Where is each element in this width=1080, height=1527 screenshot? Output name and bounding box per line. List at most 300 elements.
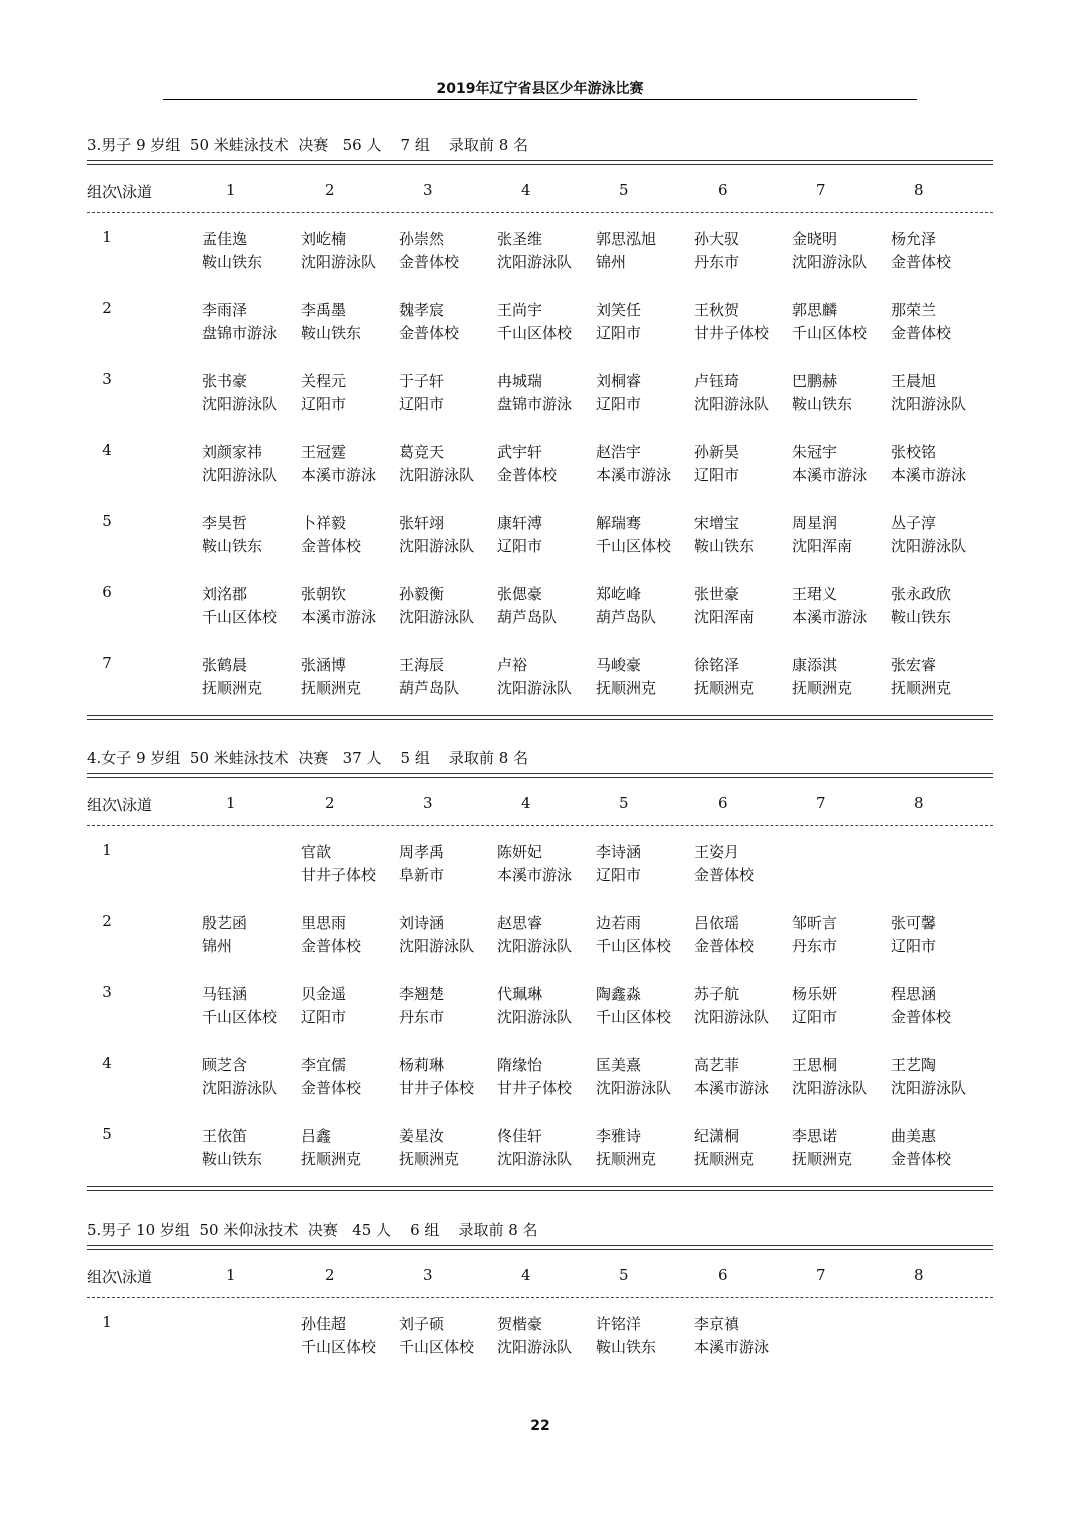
team-name: 金普体校 — [399, 324, 460, 342]
swimmer-entry — [891, 654, 951, 700]
lane-number-header: 4 — [521, 794, 531, 812]
swimmer-name: 吕依瑶 — [694, 914, 740, 932]
swimmer-entry — [497, 299, 572, 345]
swimmer-entry — [596, 299, 641, 345]
swimmer-entry — [891, 1125, 951, 1171]
swimmer-entry — [301, 654, 361, 700]
swimmer-entry — [301, 512, 361, 558]
swimmer-entry — [694, 1125, 754, 1171]
swimmer-entry — [891, 583, 951, 629]
swimmer-name: 邹昕言 — [792, 914, 838, 932]
swimmer-name: 张可馨 — [891, 914, 937, 932]
swimmer-name: 许铭洋 — [596, 1315, 642, 1333]
group-number: 6 — [102, 583, 112, 601]
team-name: 千山区体校 — [792, 324, 868, 342]
swimmer-name: 程思涵 — [891, 985, 937, 1003]
double-rule — [87, 1186, 993, 1191]
team-name: 沈阳游泳队 — [497, 1338, 573, 1356]
team-name: 本溪市游泳 — [596, 466, 672, 484]
team-name: 本溪市游泳 — [694, 1338, 770, 1356]
team-name: 抚顺洲克 — [792, 679, 853, 697]
team-name: 沈阳浑南 — [792, 537, 853, 555]
team-name: 沈阳游泳队 — [301, 253, 377, 271]
team-name: 千山区体校 — [596, 537, 672, 555]
swimmer-entry — [792, 912, 837, 958]
team-name: 千山区体校 — [202, 1008, 278, 1026]
team-name: 辽阳市 — [596, 324, 642, 342]
swimmer-entry — [792, 583, 867, 629]
team-name: 千山区体校 — [596, 1008, 672, 1026]
swimmer-entry — [202, 512, 262, 558]
group-number: 5 — [102, 1125, 112, 1143]
swimmer-name: 张世豪 — [694, 585, 740, 603]
lane-number-header: 7 — [816, 1266, 826, 1284]
team-name: 阜新市 — [399, 866, 445, 884]
group-number: 3 — [102, 983, 112, 1001]
swimmer-name: 卢钰琦 — [694, 372, 740, 390]
team-name: 金普体校 — [497, 466, 558, 484]
swimmer-entry — [497, 654, 572, 700]
swimmer-entry — [497, 1313, 572, 1359]
swimmer-name: 顾芝含 — [202, 1056, 248, 1074]
team-name: 甘井子体校 — [497, 1079, 573, 1097]
swimmer-name: 李昊哲 — [202, 514, 248, 532]
swimmer-name: 杨允泽 — [891, 230, 937, 248]
team-name: 金普体校 — [891, 324, 952, 342]
team-name: 金普体校 — [891, 1008, 952, 1026]
swimmer-name: 周孝禹 — [399, 843, 445, 861]
team-name: 丹东市 — [694, 253, 740, 271]
swimmer-name: 张书豪 — [202, 372, 248, 390]
swimmer-entry — [301, 299, 361, 345]
swimmer-entry — [301, 370, 346, 416]
swimmer-entry — [694, 912, 754, 958]
swimmer-name: 李诗涵 — [596, 843, 642, 861]
swimmer-name: 张涵博 — [301, 656, 347, 674]
team-name: 甘井子体校 — [399, 1079, 475, 1097]
swimmer-entry — [497, 512, 542, 558]
team-name: 沈阳浑南 — [694, 608, 755, 626]
swimmer-name: 王冠霆 — [301, 443, 347, 461]
swimmer-entry — [891, 512, 966, 558]
team-name: 盘锦市游泳 — [202, 324, 278, 342]
double-rule — [87, 160, 993, 165]
swimmer-name: 张偲豪 — [497, 585, 543, 603]
swimmer-name: 孙新昊 — [694, 443, 740, 461]
swimmer-name: 官歆 — [301, 843, 332, 861]
team-name: 沈阳游泳队 — [399, 537, 475, 555]
group-number: 2 — [102, 912, 112, 930]
swimmer-entry — [891, 912, 936, 958]
swimmer-name: 魏孝宸 — [399, 301, 445, 319]
group-lane-header: 组次\泳道 — [87, 796, 153, 814]
swimmer-entry — [596, 841, 641, 887]
swimmer-entry — [301, 983, 346, 1029]
team-name: 抚顺洲克 — [399, 1150, 460, 1168]
team-name: 抚顺洲克 — [301, 1150, 362, 1168]
team-name: 甘井子体校 — [301, 866, 377, 884]
team-name: 鞍山铁东 — [301, 324, 362, 342]
swimmer-entry — [399, 441, 474, 487]
swimmer-entry — [301, 1313, 376, 1359]
team-name: 辽阳市 — [792, 1008, 838, 1026]
swimmer-entry — [497, 841, 572, 887]
team-name: 抚顺洲克 — [301, 679, 362, 697]
swimmer-entry — [792, 983, 837, 1029]
team-name: 金普体校 — [301, 537, 362, 555]
team-name: 抚顺洲克 — [596, 1150, 657, 1168]
team-name: 抚顺洲克 — [596, 679, 657, 697]
group-number: 3 — [102, 370, 112, 388]
swimmer-name: 郭思泓旭 — [596, 230, 657, 248]
swimmer-name: 赵浩宇 — [596, 443, 642, 461]
team-name: 辽阳市 — [399, 395, 445, 413]
swimmer-name: 刘屹楠 — [301, 230, 347, 248]
double-rule — [87, 773, 993, 778]
swimmer-entry — [694, 441, 739, 487]
swimmer-entry — [497, 583, 557, 629]
lane-number-header: 5 — [619, 794, 629, 812]
swimmer-entry — [202, 441, 277, 487]
team-name: 沈阳游泳队 — [891, 395, 967, 413]
team-name: 沈阳游泳队 — [497, 679, 573, 697]
team-name: 千山区体校 — [202, 608, 278, 626]
swimmer-name: 张永政欣 — [891, 585, 952, 603]
lane-number-header: 4 — [521, 181, 531, 199]
group-lane-header: 组次\泳道 — [87, 183, 153, 201]
swimmer-entry — [399, 299, 459, 345]
swimmer-entry — [694, 370, 769, 416]
swimmer-entry — [792, 1054, 867, 1100]
page-number: 22 — [530, 1418, 550, 1434]
swimmer-name: 卢裕 — [497, 656, 528, 674]
swimmer-entry — [202, 1054, 277, 1100]
swimmer-name: 卜祥毅 — [301, 514, 347, 532]
swimmer-entry — [497, 1125, 572, 1171]
swimmer-name: 刘桐睿 — [596, 372, 642, 390]
swimmer-name: 陈妍妃 — [497, 843, 543, 861]
swimmer-entry — [399, 583, 474, 629]
group-number: 1 — [102, 841, 112, 859]
lane-number-header: 7 — [816, 181, 826, 199]
swimmer-name: 王思桐 — [792, 1056, 838, 1074]
swimmer-entry — [694, 841, 754, 887]
group-lane-header: 组次\泳道 — [87, 1268, 153, 1286]
double-rule — [87, 1245, 993, 1250]
team-name: 沈阳游泳队 — [792, 1079, 868, 1097]
swimmer-entry — [792, 370, 852, 416]
team-name: 千山区体校 — [596, 937, 672, 955]
swimmer-entry — [301, 1125, 361, 1171]
swimmer-name: 葛竞天 — [399, 443, 445, 461]
team-name: 金普体校 — [891, 253, 952, 271]
lane-number-header: 6 — [718, 1266, 728, 1284]
swimmer-name: 吕鑫 — [301, 1127, 332, 1145]
team-name: 丹东市 — [399, 1008, 445, 1026]
swimmer-name: 刘诗涵 — [399, 914, 445, 932]
lane-number-header: 2 — [325, 181, 335, 199]
team-name: 鞍山铁东 — [202, 537, 263, 555]
team-name: 金普体校 — [694, 937, 755, 955]
team-name: 鞍山铁东 — [202, 1150, 263, 1168]
swimmer-entry — [694, 512, 754, 558]
group-number: 4 — [102, 1054, 112, 1072]
swimmer-name: 贝金遥 — [301, 985, 347, 1003]
team-name: 辽阳市 — [301, 395, 347, 413]
team-name: 葫芦岛队 — [399, 679, 460, 697]
lane-number-header: 1 — [226, 1266, 236, 1284]
swimmer-entry — [596, 583, 656, 629]
swimmer-name: 郭思麟 — [792, 301, 838, 319]
double-rule — [87, 715, 993, 720]
swimmer-entry — [792, 1125, 852, 1171]
team-name: 本溪市游泳 — [301, 608, 377, 626]
swimmer-entry — [399, 1313, 474, 1359]
team-name: 沈阳游泳队 — [596, 1079, 672, 1097]
team-name: 鞍山铁东 — [792, 395, 853, 413]
lane-number-header: 7 — [816, 794, 826, 812]
swimmer-entry — [891, 228, 951, 274]
swimmer-name: 李禹墨 — [301, 301, 347, 319]
team-name: 沈阳游泳队 — [497, 1008, 573, 1026]
swimmer-entry — [301, 1054, 361, 1100]
swimmer-entry — [891, 370, 966, 416]
swimmer-name: 徐铭泽 — [694, 656, 740, 674]
swimmer-entry — [202, 228, 262, 274]
team-name: 沈阳游泳队 — [399, 937, 475, 955]
page-header: 2019年辽宁省县区少年游泳比赛 — [436, 81, 644, 97]
team-name: 沈阳游泳队 — [202, 1079, 278, 1097]
swimmer-name: 孙大驭 — [694, 230, 740, 248]
swimmer-name: 康轩溥 — [497, 514, 543, 532]
swimmer-entry — [497, 983, 572, 1029]
group-number: 7 — [102, 654, 112, 672]
team-name: 辽阳市 — [596, 395, 642, 413]
team-name: 鞍山铁东 — [202, 253, 263, 271]
swimmer-entry — [694, 228, 739, 274]
swimmer-name: 曲美惠 — [891, 1127, 937, 1145]
swimmer-entry — [399, 983, 444, 1029]
team-name: 辽阳市 — [694, 466, 740, 484]
header-rule — [163, 99, 917, 100]
team-name: 本溪市游泳 — [301, 466, 377, 484]
team-name: 辽阳市 — [596, 866, 642, 884]
swimmer-entry — [301, 441, 376, 487]
swimmer-name: 张轩翊 — [399, 514, 445, 532]
swimmer-name: 王尚宇 — [497, 301, 543, 319]
swimmer-entry — [596, 228, 656, 274]
team-name: 千山区体校 — [497, 324, 573, 342]
swimmer-entry — [399, 1054, 474, 1100]
swimmer-entry — [399, 512, 474, 558]
swimmer-entry — [301, 912, 361, 958]
swimmer-name: 周星润 — [792, 514, 838, 532]
swimmer-name: 贺楷豪 — [497, 1315, 543, 1333]
team-name: 抚顺洲克 — [694, 1150, 755, 1168]
swimmer-name: 刘笑任 — [596, 301, 642, 319]
group-number: 1 — [102, 1313, 112, 1331]
team-name: 本溪市游泳 — [792, 608, 868, 626]
swimmer-entry — [399, 912, 474, 958]
swimmer-name: 刘洺郡 — [202, 585, 248, 603]
swimmer-entry — [694, 983, 769, 1029]
swimmer-name: 李宜儒 — [301, 1056, 347, 1074]
swimmer-entry — [301, 228, 376, 274]
team-name: 沈阳游泳队 — [891, 1079, 967, 1097]
swimmer-entry — [596, 1054, 671, 1100]
team-name: 抚顺洲克 — [202, 679, 263, 697]
swimmer-name: 李翘楚 — [399, 985, 445, 1003]
team-name: 金普体校 — [301, 937, 362, 955]
swimmer-entry — [891, 1054, 966, 1100]
swimmer-entry — [596, 912, 671, 958]
swimmer-name: 代珮琳 — [497, 985, 543, 1003]
group-number: 5 — [102, 512, 112, 530]
swimmer-entry — [497, 441, 557, 487]
swimmer-name: 纪潇桐 — [694, 1127, 740, 1145]
swimmer-entry — [497, 1054, 572, 1100]
swimmer-entry — [596, 370, 641, 416]
event-title: 5.男子 10 岁组 50 米仰泳技术 决赛 45 人 6 组 录取前 8 名 — [87, 1221, 538, 1239]
swimmer-entry — [399, 841, 444, 887]
team-name: 金普体校 — [301, 1079, 362, 1097]
swimmer-name: 关程元 — [301, 372, 347, 390]
team-name: 锦州 — [596, 253, 627, 271]
swimmer-name: 郑屹峰 — [596, 585, 642, 603]
swimmer-name: 张宏睿 — [891, 656, 937, 674]
swimmer-entry — [202, 583, 277, 629]
event-title: 3.男子 9 岁组 50 米蛙泳技术 决赛 56 人 7 组 录取前 8 名 — [87, 136, 529, 154]
swimmer-entry — [596, 654, 656, 700]
swimmer-name: 佟佳轩 — [497, 1127, 543, 1145]
swimmer-entry — [497, 370, 572, 416]
swimmer-name: 王海辰 — [399, 656, 445, 674]
lane-number-header: 2 — [325, 794, 335, 812]
swimmer-entry — [399, 370, 444, 416]
team-name: 葫芦岛队 — [596, 608, 657, 626]
team-name: 本溪市游泳 — [694, 1079, 770, 1097]
swimmer-entry — [694, 299, 769, 345]
swimmer-name: 武宇轩 — [497, 443, 543, 461]
swimmer-entry — [792, 299, 867, 345]
lane-number-header: 3 — [423, 794, 433, 812]
team-name: 沈阳游泳队 — [497, 1150, 573, 1168]
team-name: 本溪市游泳 — [497, 866, 573, 884]
event-title: 4.女子 9 岁组 50 米蛙泳技术 决赛 37 人 5 组 录取前 8 名 — [87, 749, 529, 767]
event-section — [0, 747, 1080, 1168]
swimmer-name: 杨莉琳 — [399, 1056, 445, 1074]
swimmer-entry — [596, 1125, 656, 1171]
team-name: 沈阳游泳队 — [694, 1008, 770, 1026]
swimmer-entry — [399, 1125, 459, 1171]
lane-number-header: 5 — [619, 181, 629, 199]
team-name: 丹东市 — [792, 937, 838, 955]
team-name: 辽阳市 — [891, 937, 937, 955]
lane-number-header: 3 — [423, 1266, 433, 1284]
swimmer-entry — [792, 441, 867, 487]
team-name: 沈阳游泳队 — [497, 253, 573, 271]
team-name: 鞍山铁东 — [694, 537, 755, 555]
swimmer-entry — [891, 299, 951, 345]
team-name: 沈阳游泳队 — [792, 253, 868, 271]
swimmer-entry — [694, 1054, 769, 1100]
lane-number-header: 3 — [423, 181, 433, 199]
swimmer-name: 李京禛 — [694, 1315, 740, 1333]
swimmer-name: 刘颜家祎 — [202, 443, 263, 461]
swimmer-name: 朱冠宇 — [792, 443, 838, 461]
lane-number-header: 6 — [718, 181, 728, 199]
team-name: 抚顺洲克 — [694, 679, 755, 697]
swimmer-entry — [891, 983, 951, 1029]
team-name: 鞍山铁东 — [891, 608, 952, 626]
team-name: 沈阳游泳队 — [202, 466, 278, 484]
team-name: 鞍山铁东 — [596, 1338, 657, 1356]
swimmer-name: 丛子淳 — [891, 514, 937, 532]
swimmer-name: 杨乐妍 — [792, 985, 838, 1003]
swimmer-entry — [202, 912, 247, 958]
lane-number-header: 8 — [914, 794, 924, 812]
swimmer-name: 边若雨 — [596, 914, 642, 932]
swimmer-name: 王秋贺 — [694, 301, 740, 319]
team-name: 抚顺洲克 — [891, 679, 952, 697]
swimmer-entry — [596, 441, 671, 487]
team-name: 千山区体校 — [301, 1338, 377, 1356]
lane-number-header: 1 — [226, 181, 236, 199]
swimmer-name: 刘子硕 — [399, 1315, 445, 1333]
swimmer-name: 张校铭 — [891, 443, 937, 461]
lane-number-header: 8 — [914, 1266, 924, 1284]
swimmer-name: 孙佳超 — [301, 1315, 347, 1333]
swimmer-entry — [891, 441, 966, 487]
lane-number-header: 8 — [914, 181, 924, 199]
team-name: 沈阳游泳队 — [497, 937, 573, 955]
swimmer-name: 宋增宝 — [694, 514, 740, 532]
swimmer-name: 陶鑫淼 — [596, 985, 642, 1003]
group-number: 4 — [102, 441, 112, 459]
lane-number-header: 2 — [325, 1266, 335, 1284]
swimmer-name: 张朝钦 — [301, 585, 347, 603]
group-number: 2 — [102, 299, 112, 317]
team-name: 抚顺洲克 — [792, 1150, 853, 1168]
swimmer-name: 王珺义 — [792, 585, 838, 603]
swimmer-name: 赵思睿 — [497, 914, 543, 932]
swimmer-name: 张圣维 — [497, 230, 543, 248]
swimmer-name: 孟佳逸 — [202, 230, 248, 248]
swimmer-name: 孙毅衡 — [399, 585, 445, 603]
swimmer-entry — [497, 912, 572, 958]
swimmer-entry — [694, 1313, 769, 1359]
swimmer-name: 苏子航 — [694, 985, 740, 1003]
swimmer-name: 孙崇然 — [399, 230, 445, 248]
team-name: 锦州 — [202, 937, 233, 955]
team-name: 本溪市游泳 — [792, 466, 868, 484]
team-name: 盘锦市游泳 — [497, 395, 573, 413]
swimmer-entry — [694, 654, 754, 700]
swimmer-entry — [202, 370, 277, 416]
lane-number-header: 5 — [619, 1266, 629, 1284]
lane-number-header: 4 — [521, 1266, 531, 1284]
swimmer-entry — [596, 1313, 656, 1359]
swimmer-name: 张鹤晨 — [202, 656, 248, 674]
team-name: 本溪市游泳 — [891, 466, 967, 484]
lane-number-header: 1 — [226, 794, 236, 812]
swimmer-name: 王依笛 — [202, 1127, 248, 1145]
event-section — [0, 134, 1080, 697]
swimmer-entry — [694, 583, 754, 629]
swimmer-entry — [399, 228, 459, 274]
swimmer-entry — [202, 299, 277, 345]
swimmer-entry — [792, 512, 852, 558]
